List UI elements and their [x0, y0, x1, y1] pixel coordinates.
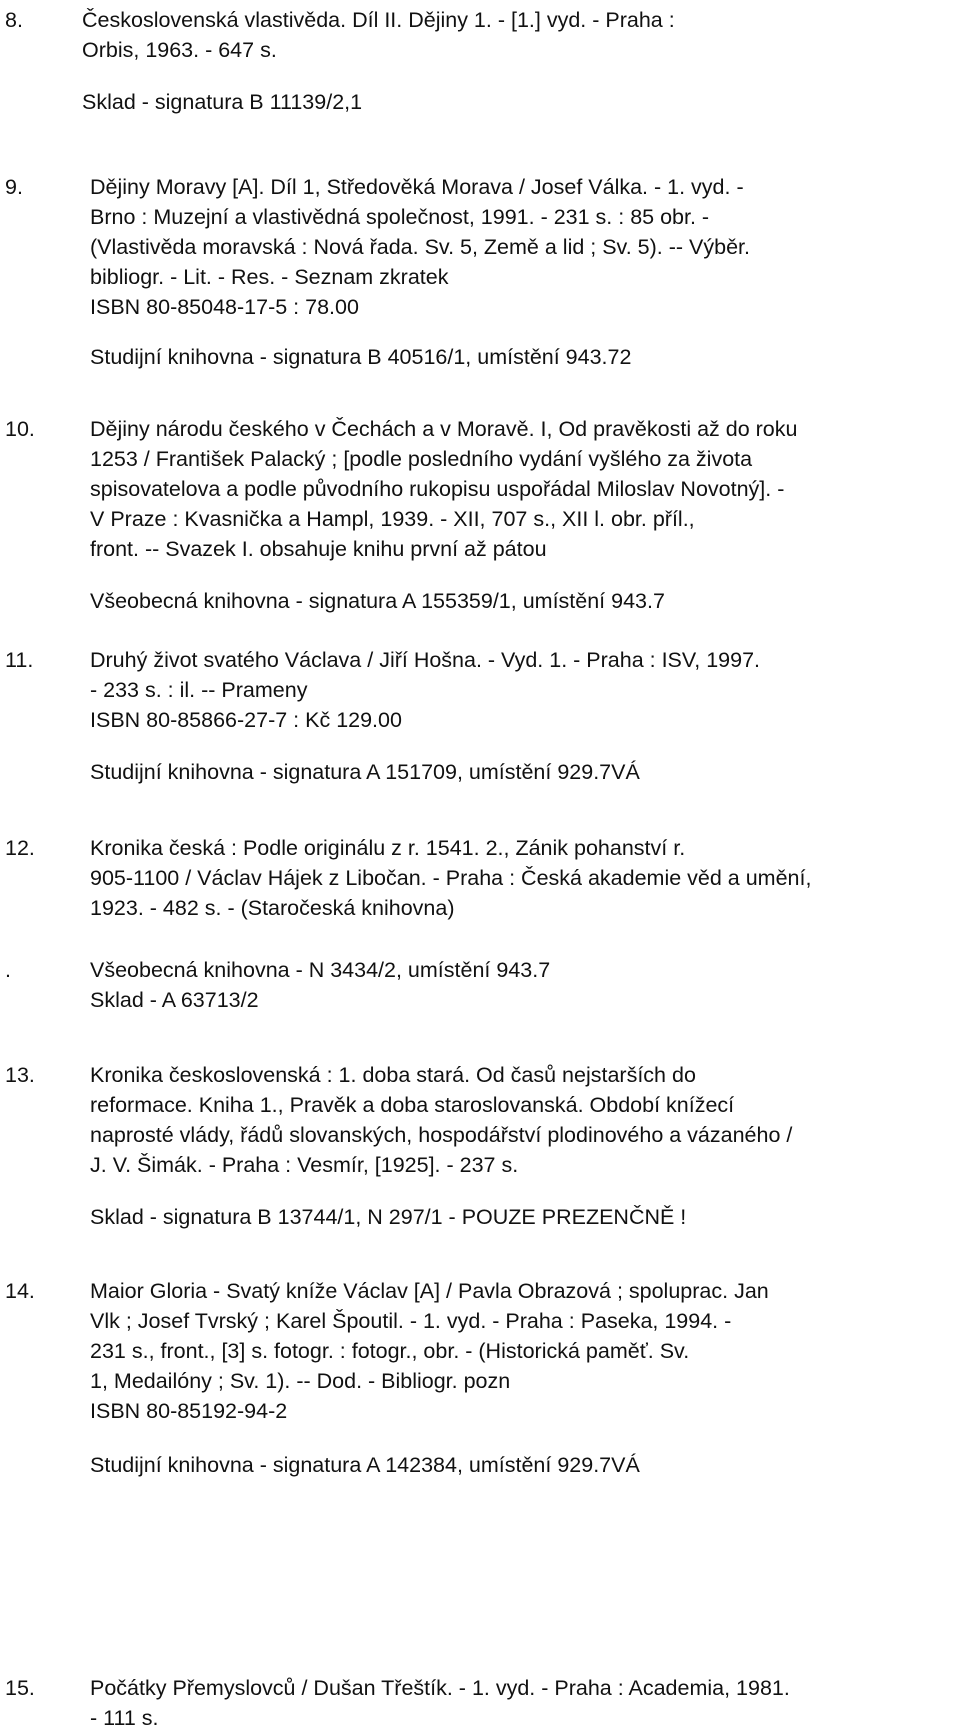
entry-line: 231 s., front., [3] s. fotogr. : fotogr., obr. - (Historická paměť. Sv.: [90, 1339, 690, 1363]
entry-line: 905-1100 / Václav Hájek z Libočan. - Praha : Česká akademie věd a umění,: [90, 866, 812, 890]
entry-line: front. -- Svazek I. obsahuje knihu první až pátou: [90, 537, 547, 561]
entry-line: Kronika česká : Podle originálu z r. 1541. 2., Zánik pohanství r.: [90, 836, 686, 860]
entry-line: Brno : Muzejní a vlastivědná společnost, 1991. - 231 s. : 85 obr. -: [90, 205, 710, 229]
entry-number: 8.: [5, 8, 23, 32]
location-line: Studijní knihovna - signatura B 40516/1, umístění 943.72: [90, 345, 632, 369]
location-line: Sklad - signatura B 11139/2,1: [82, 90, 363, 114]
location-line: Studijní knihovna - signatura A 142384, umístění 929.7VÁ: [90, 1453, 640, 1477]
entry-line: Druhý život svatého Václava / Jiří Hošna. - Vyd. 1. - Praha : ISV, 1997.: [90, 648, 761, 672]
entry-line: ISBN 80-85048-17-5 : 78.00: [90, 295, 359, 319]
location-line: Všeobecná knihovna - signatura A 155359/1, umístění 943.7: [90, 589, 665, 613]
entry-line: V Praze : Kvasnička a Hampl, 1939. - XII, 707 s., XII l. obr. příl.,: [90, 507, 695, 531]
entry-line: Československá vlastivěda. Díl II. Dějiny 1. - [1.] vyd. - Praha :: [82, 8, 675, 32]
entry-line: 1, Medailóny ; Sv. 1). -- Dod. - Bibliogr. pozn: [90, 1369, 511, 1393]
entry-number: 15.: [5, 1676, 35, 1700]
entry-line: Orbis, 1963. - 647 s.: [82, 38, 277, 62]
entry-line: naprosté vlády, řádů slovanských, hospodářství plodinového a vázaného /: [90, 1123, 793, 1147]
entry-number: 9.: [5, 175, 23, 199]
location-line: Sklad - signatura B 13744/1, N 297/1 - POUZE PREZENČNĚ !: [90, 1205, 687, 1229]
entry-line: spisovatelova a podle původního rukopisu uspořádal Miloslav Novotný]. -: [90, 477, 785, 501]
entry-number: 12.: [5, 836, 35, 860]
location-line: Všeobecná knihovna - N 3434/2, umístění 943.7: [90, 958, 551, 982]
entry-line: Dějiny Moravy [A]. Díl 1, Středověká Morava / Josef Válka. - 1. vyd. -: [90, 175, 744, 199]
entry-line: ISBN 80-85192-94-2: [90, 1399, 288, 1423]
entry-line: ISBN 80-85866-27-7 : Kč 129.00: [90, 708, 402, 732]
location-prefix: .: [5, 958, 11, 982]
entry-line: 1253 / František Palacký ; [podle posledního vydání vyšlého za života: [90, 447, 753, 471]
entry-line: Maior Gloria - Svatý kníže Václav [A] / Pavla Obrazová ; spoluprac. Jan: [90, 1279, 769, 1303]
entry-line: Dějiny národu českého v Čechách a v Moravě. I, Od pravěkosti až do roku: [90, 417, 798, 441]
entry-number: 13.: [5, 1063, 35, 1087]
entry-number: 11.: [5, 648, 34, 672]
location-line: Studijní knihovna - signatura A 151709, umístění 929.7VÁ: [90, 760, 640, 784]
entry-line: Počátky Přemyslovců / Dušan Třeštík. - 1. vyd. - Praha : Academia, 1981.: [90, 1676, 790, 1700]
entry-line: bibliogr. - Lit. - Res. - Seznam zkratek: [90, 265, 449, 289]
entry-line: J. V. Šimák. - Praha : Vesmír, [1925]. - 237 s.: [90, 1153, 519, 1177]
entry-number: 14.: [5, 1279, 35, 1303]
entry-line: Vlk ; Josef Tvrský ; Karel Špoutil. - 1. vyd. - Praha : Paseka, 1994. -: [90, 1309, 732, 1333]
entry-line: 1923. - 482 s. - (Staročeská knihovna): [90, 896, 455, 920]
entry-line: Kronika československá : 1. doba stará. Od časů nejstarších do: [90, 1063, 696, 1087]
entry-line: (Vlastivěda moravská : Nová řada. Sv. 5, Země a lid ; Sv. 5). -- Výběr.: [90, 235, 750, 259]
location-line: Sklad - A 63713/2: [90, 988, 259, 1012]
entry-number: 10.: [5, 417, 35, 441]
entry-line: reformace. Kniha 1., Pravěk a doba staroslovanská. Období knížecí: [90, 1093, 735, 1117]
entry-line: - 233 s. : il. -- Prameny: [90, 678, 308, 702]
entry-line: - 111 s.: [90, 1706, 159, 1730]
